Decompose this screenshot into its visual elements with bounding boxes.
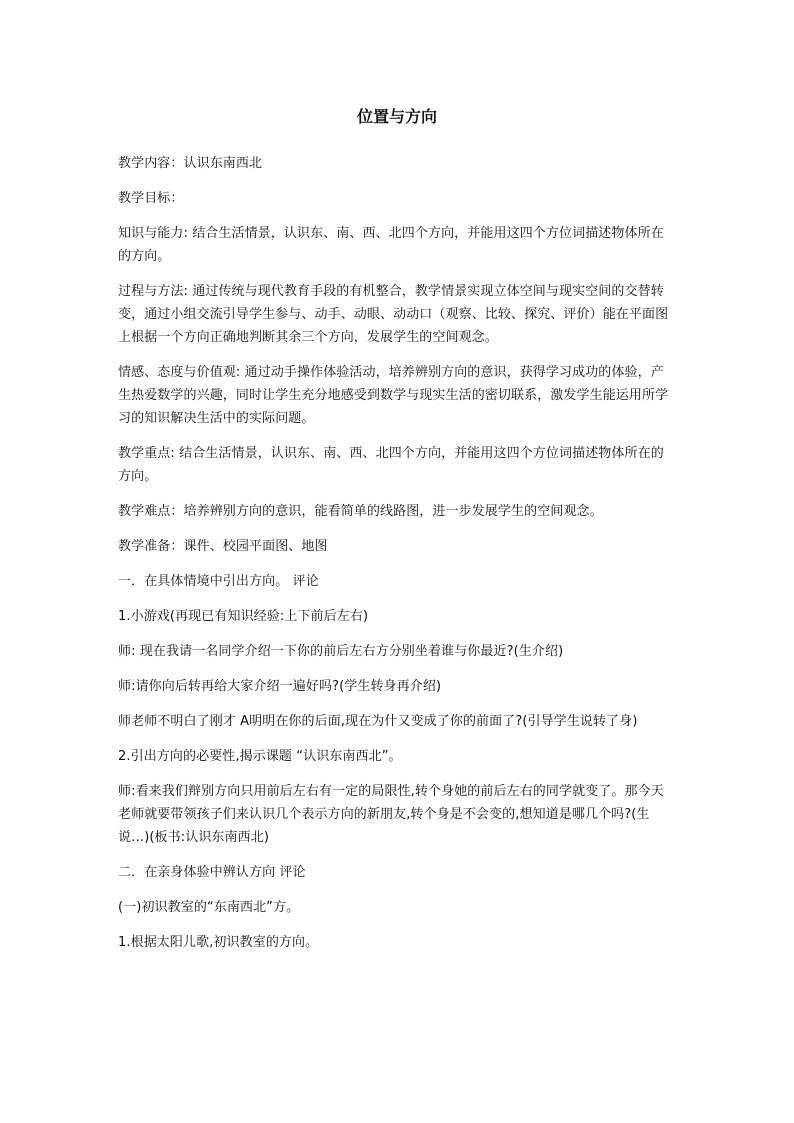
document-title: 位置与方向 <box>356 107 437 126</box>
paragraph: 教学准备：课件、校园平面图、地图 <box>118 539 328 554</box>
section-heading: 二．在亲身体验中辨认方向 评论 <box>118 865 306 880</box>
paragraph: 师:请你向后转再给大家介绍一遍好吗?(学生转身再介绍) <box>118 679 442 694</box>
paragraph: 1.小游戏(再现已有知识经验:上下前后左右) <box>118 609 369 624</box>
paragraph: 教学内容：认识东南西北 <box>118 156 263 171</box>
section-heading: 一．在具体情境中引出方向。 评论 <box>118 574 319 589</box>
document-body <box>118 152 676 966</box>
paragraph: 2.引出方向的必要性,揭示课题 “认识东南西北”。 <box>118 749 402 764</box>
paragraph: 师: 现在我请一名同学介绍一下你的前后左右方分别坐着谁与你最近?(生介绍) <box>118 644 564 659</box>
paragraph: 教学难点：培养辨别方向的意识，能看简单的线路图，进一步发展学生的空间观念。 <box>118 504 603 519</box>
paragraph: 情感、态度与价值观: 通过动手操作体验活动，培养辨别方向的意识，获得学习成功的体验，产生热爱数学的兴趣，同时让学生充分地感受到数学与现实生活的密切联系，激发学生能运用所学习的知识解决生活中的实际问题。 <box>118 365 669 426</box>
paragraph: 1.根据太阳儿歌,初识教室的方向。 <box>118 935 319 950</box>
paragraph: (一)初识教室的“东南西北”方。 <box>118 900 300 915</box>
paragraph: 教学目标： <box>118 191 184 206</box>
paragraph: 知识与能力: 结合生活情景，认识东、南、西、北四个方向，并能用这四个方位词描述物体所在的方向。 <box>118 226 664 264</box>
paragraph: 教学重点: 结合生活情景，认识东、南、西、北四个方向，并能用这四个方位词描述物体所在的方向。 <box>118 446 664 484</box>
paragraph: 过程与方法: 通过传统与现代教育手段的有机整合，教学情景实现立体空间与现实空间的交替转变，通过小组交流引导学生参与、动手、动眼、动动口（观察、比较、探究、评价）能在平面图上根据一个方向正确地判断其余三个方向，发展学生的空间观念。 <box>118 284 669 345</box>
paragraph: 师老师不明白了刚才 A明明在你的后面,现在为什又变成了你的前面了?(引导学生说转了身) <box>118 714 638 729</box>
paragraph: 师:看来我们辩别方向只用前后左右有一定的局限性,转个身她的前后左右的同学就变了。那今天老师就要带领孩子们来认识几个表示方向的新朋友,转个身是不会变的,想知道是哪几个吗?(生说…)(板书:认识东南西北) <box>118 784 664 845</box>
